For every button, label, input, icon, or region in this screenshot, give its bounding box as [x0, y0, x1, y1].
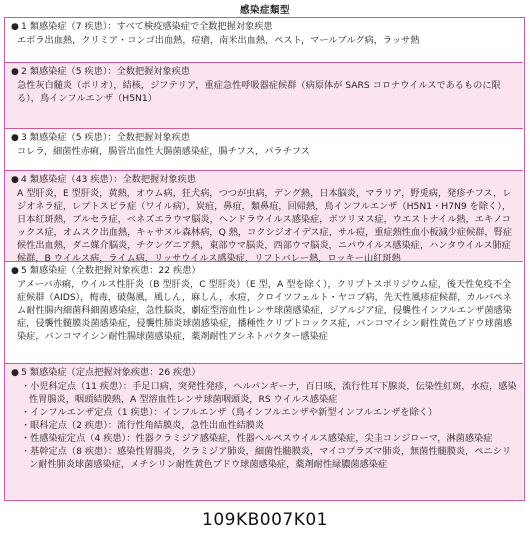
section-class-4 [5, 170, 523, 264]
section-heading: 1 類感染症（7 疾患）：すべて検疫感染症で全数把握対象疾患 [21, 21, 273, 32]
bullet-icon: ● [11, 175, 19, 185]
sentinel-item: ・眼科定点（2 疾患）：流行性角結膜炎，急性出血性結膜炎 [21, 420, 265, 431]
figure-code: 109KB007K01 [202, 510, 328, 530]
section-body: コレラ，細菌性赤痢，腸管出血性大腸菌感染症，腸チフス，パラチフス [17, 146, 310, 157]
section-class-2 [5, 62, 523, 128]
section-heading: 4 類感染症（43 疾患）：全数把握対象疾患 [21, 174, 196, 185]
sentinel-item: ・インフルエンザ定点（1 疾患）：インフルエンザ（鳥インフルエンザや新型インフルエンザを除く） [21, 407, 438, 418]
section-body: アメーバ赤痢，ウイルス性肝炎（B 型肝炎，C 型肝炎）（E 型，A 型を除く），クリプトスポリジウム症，後天性免疫不全症候群（AIDS），梅毒，破傷風，風しん，麻しん，水痘，クロイツフェルト・ヤコブ病，先天性風疹症候群，カルバペネム耐性腸内細菌科細菌感染症，急性脳炎，劇症型溶血性レンサ球菌感染症，ジアルジア症，侵襲性インフルエンザ菌感染症，侵襲性髄膜炎菌感染症，侵襲性肺炎球菌感染症，播種性クリプトコックス症，バンコマイシン耐性黄色ブドウ球菌感染症，バンコマイシン耐性腸球菌感染症，薬剤耐性アシネトバクター感染症 [17, 279, 513, 342]
sentinel-item: ・性感染症定点（4 疾患）：性器クラミジア感染症，性器ヘルペスウイルス感染症，尖圭コンジローマ，淋菌感染症 [21, 433, 493, 444]
section-class-3 [5, 128, 523, 170]
section-body: 急性灰白髄炎（ポリオ），結核，ジフテリア，重症急性呼吸器症候群（病原体が SARS コロナウイルスであるものに限る），鳥インフルエンザ（H5N1） [17, 80, 501, 104]
section-class-5-notifiable [5, 261, 523, 363]
section-heading: 5 類感染症（定点把握対象疾患：26 疾患） [21, 367, 201, 378]
bullet-icon: ● [11, 266, 19, 276]
section-heading: 5 類感染症（全数把握対象疾患：22 疾患） [21, 265, 201, 276]
page-title: 感染症類型 [239, 5, 290, 16]
section-class-5-sentinel [5, 363, 523, 499]
sentinel-item: ・小児科定点（11 疾患）：手足口病，突発性発疹，ヘルパンギーナ，百日咳，流行性耳下腺炎，伝染性紅斑，水痘，感染性胃腸炎，咽頭結膜熱，A 型溶血性レンサ球菌咽頭炎，RS ウイルス感染症 [21, 381, 517, 405]
bullet-icon: ● [11, 368, 19, 378]
section-body: エボラ出血熱，クリミア・コンゴ出血熱，痘瘡，南米出血熱，ペスト，マールブルグ病，ラッサ熱 [17, 35, 420, 46]
bullet-icon: ● [11, 22, 19, 32]
section-heading: 3 類感染症（5 疾患）：全数把握対象疾患 [21, 132, 191, 143]
infection-category-table [4, 17, 525, 501]
section-heading: 2 類感染症（5 疾患）：全数把握対象疾患 [21, 66, 191, 77]
bullet-icon: ● [11, 133, 19, 143]
section-body: A 型肝炎，E 型肝炎，黄熱，オウム病，狂犬病，つつが虫病，デング熱，日本脳炎，マラリア，野兎病，発疹チフス，レジオネラ症，レプトスピラ症（ワイル病），炭疽，鼻疽，類鼻疽，回帰熱，鳥インフルエンザ（H5N1・H7N9 を除く），日本紅斑熱，ブルセラ症，ベネズエラウマ脳炎，ヘンドラウイルス感染症，ボツリヌス症，ウエストナイル熱，エキノコックス症，オムスク出血熱，キャサヌル森林病，Q 熱，コクシジオイデス症，サル痘，重症熱性血小板減少症候群，腎症候性出血熱，ダニ媒介脳炎，チクングニア熱，東部ウマ脳炎，西部ウマ脳炎，ニパウイルス感染症，ハンタウイルス肺症候群，B ウイルス病，ライム病，リッサウイルス感染症，リフトバレー熱，ロッキー山紅斑熱 [17, 188, 513, 264]
section-class-1 [5, 18, 523, 62]
bullet-icon: ● [11, 67, 19, 77]
sentinel-item: ・基幹定点（8 疾患）：感染性胃腸炎，クラミジア肺炎，細菌性髄膜炎，マイコプラズマ肺炎，無菌性髄膜炎，ペニシリン耐性肺炎球菌感染症，メチシリン耐性黄色ブドウ球菌感染症，薬剤耐性緑膿菌感染症 [21, 446, 512, 470]
